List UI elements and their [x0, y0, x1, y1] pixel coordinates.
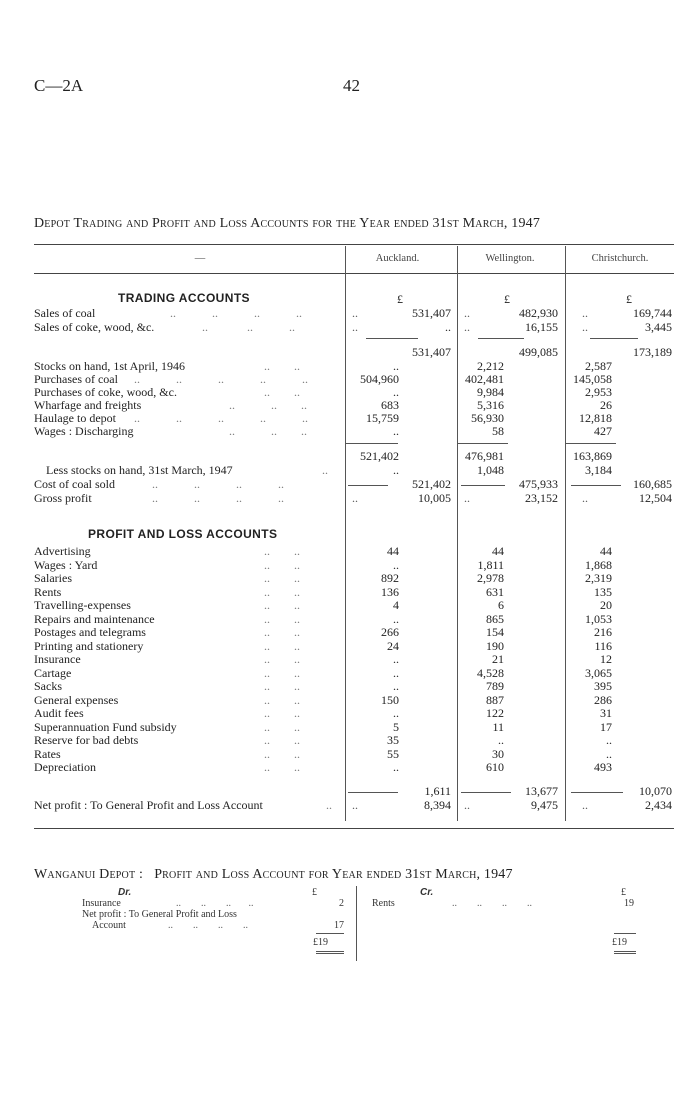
wellington-value: 6 — [498, 598, 504, 612]
row-label: Audit fees — [34, 706, 84, 720]
wellington-value: 887 — [486, 692, 504, 707]
wellington-value: 23,152 — [525, 491, 558, 505]
debit-total: £19 — [313, 937, 328, 948]
wellington-value: 58 — [492, 424, 504, 438]
wanganui-title-account: Profit and Loss Account for Year ended — [154, 867, 402, 882]
row-label: Stocks on hand, 1st April, 1946 — [34, 359, 186, 373]
row-label: Cost of coal sold — [34, 477, 115, 491]
christchurch-value: 173,189 — [633, 345, 672, 359]
row-label: Rates — [34, 746, 61, 761]
leader-dots: .. — [582, 491, 588, 505]
wellington-value: 1,048 — [477, 463, 504, 477]
account-divider — [356, 886, 357, 961]
total-sales-row — [34, 346, 674, 359]
sum-rule — [478, 338, 524, 339]
row-label: Sacks — [34, 679, 62, 693]
auckland-value: .. — [393, 424, 399, 438]
page-reference: C—2A — [34, 76, 84, 95]
table-row — [34, 307, 674, 320]
title-date: 31st March, 1947 — [432, 216, 541, 231]
row-label: Depreciation — [34, 760, 96, 774]
document-title — [34, 216, 674, 232]
auckland-value: 4 — [393, 598, 399, 612]
auckland-value: 35 — [387, 733, 399, 747]
christchurch-value: 44 — [600, 544, 612, 558]
rents-value: 19 — [624, 898, 634, 909]
currency-symbol: £ — [312, 887, 317, 898]
column-head-christchurch: Christchurch. — [591, 253, 649, 264]
wellington-value: 402,481 — [465, 372, 504, 386]
leader-dots: .. .. — [264, 611, 300, 626]
auckland-value: 266 — [381, 625, 399, 639]
credit-heading: Cr. — [420, 887, 434, 898]
leader-dots: .. .. .. .. — [168, 920, 248, 931]
christchurch-value: 12 — [600, 652, 612, 666]
leader-dots: .. .. — [264, 557, 300, 572]
profit-loss-heading: PROFIT AND LOSS ACCOUNTS — [88, 527, 278, 541]
christchurch-value: 216 — [594, 625, 612, 639]
auckland-value: .. — [393, 385, 399, 399]
christchurch-value: 160,685 — [633, 477, 672, 491]
row-label: Wages : Yard — [34, 557, 98, 572]
auckland-value: 10,005 — [418, 491, 451, 505]
auckland-value: .. — [393, 679, 399, 693]
currency-symbol: £ — [397, 292, 403, 306]
christchurch-value: 17 — [600, 719, 612, 734]
auckland-value: 504,960 — [360, 372, 399, 386]
auckland-value: .. — [393, 665, 399, 680]
christchurch-value: 2,434 — [645, 798, 672, 812]
christchurch-value: .. — [606, 746, 612, 761]
wellington-value: 21 — [492, 652, 504, 666]
table-row — [34, 599, 674, 612]
christchurch-value: 2,319 — [585, 571, 612, 585]
row-label: Printing and stationery — [34, 638, 144, 653]
wellington-value: 610 — [486, 760, 504, 774]
leader-dots: .. .. — [264, 638, 300, 653]
leader-dots: .. .. .. .. — [452, 898, 532, 909]
leader-dots: .. .. .. — [229, 398, 307, 412]
table-row — [34, 559, 674, 572]
leader-dots: .. .. — [264, 692, 300, 707]
leader-dots: .. .. — [264, 598, 300, 612]
trading-heading: TRADING ACCOUNTS — [118, 291, 250, 305]
wellington-value: 122 — [486, 706, 504, 720]
insurance-value: 2 — [339, 898, 344, 909]
wellington-value: 476,981 — [465, 449, 504, 463]
wellington-value: 11 — [492, 719, 504, 734]
wellington-value: 1,811 — [477, 557, 504, 572]
table-row — [34, 572, 674, 585]
rents-label: Rents — [372, 898, 395, 909]
christchurch-value: 12,818 — [579, 411, 612, 425]
table-row — [34, 734, 674, 747]
row-label: Advertising — [34, 544, 91, 558]
row-label: Wharfage and freights — [34, 398, 142, 412]
leader-dots: .. .. — [264, 385, 300, 399]
wellington-value: 190 — [486, 638, 504, 653]
leader-dots: .. — [582, 798, 588, 812]
table-row — [34, 545, 674, 558]
leader-dots: .. — [582, 320, 588, 334]
leader-dots: .. .. — [264, 733, 300, 747]
christchurch-value: 20 — [600, 598, 612, 612]
leader-dots: .. — [352, 798, 358, 812]
row-label: Insurance — [34, 652, 81, 666]
title-text: Depot Trading and Profit and Loss Accounts for the Year ended — [34, 216, 429, 231]
leader-dots: .. — [352, 491, 358, 505]
table-row — [34, 425, 674, 438]
table-row — [34, 694, 674, 707]
table-row — [34, 653, 674, 666]
column-head-wellington: Wellington. — [485, 253, 535, 264]
wellington-value: .. — [498, 733, 504, 747]
auckland-value: 8,394 — [424, 798, 451, 812]
table-row — [34, 761, 674, 774]
wanganui-title-date: 31st March, 1947 — [405, 867, 513, 882]
auckland-value: 521,402 — [360, 449, 399, 463]
leader-dots: .. .. .. — [229, 424, 307, 438]
leader-dots: .. .. .. .. — [152, 306, 302, 320]
christchurch-value: 3,065 — [585, 665, 612, 680]
christchurch-value: 2,953 — [585, 385, 612, 399]
currency-symbol: £ — [621, 887, 626, 898]
leader-dots: .. .. — [264, 679, 300, 693]
wellington-value: 2,978 — [477, 571, 504, 585]
wellington-value: 16,155 — [525, 320, 558, 334]
leader-dots: .. .. — [264, 719, 300, 734]
table-row — [34, 399, 674, 412]
table-row — [34, 626, 674, 639]
row-label: Gross profit — [34, 491, 92, 505]
leader-dots: .. .. .. — [202, 320, 295, 334]
christchurch-value: 26 — [600, 398, 612, 412]
row-label: Wages : Discharging — [34, 424, 134, 438]
wellington-value: 482,930 — [519, 306, 558, 320]
leader-dots: .. .. .. .. — [176, 898, 254, 909]
leader-dots: .. — [464, 491, 470, 505]
leader-dots: .. .. .. .. .. — [134, 411, 308, 425]
subtotal-row — [34, 450, 674, 463]
leader-dots: .. .. — [264, 665, 300, 680]
christchurch-value: 116 — [594, 638, 612, 653]
credit-total: £19 — [612, 937, 627, 948]
wellington-value: 9,984 — [477, 385, 504, 399]
christchurch-value: 286 — [594, 692, 612, 707]
double-rule — [614, 951, 636, 954]
page-number: 42 — [343, 76, 360, 95]
table-head-rule — [34, 273, 674, 274]
wellington-value: 9,475 — [531, 798, 558, 812]
sum-rule — [316, 933, 344, 934]
wellington-value: 154 — [486, 625, 504, 639]
christchurch-value: 493 — [594, 760, 612, 774]
table-row — [34, 492, 674, 505]
christchurch-value: 163,869 — [573, 449, 612, 463]
sum-rule — [366, 338, 418, 339]
row-label: Repairs and maintenance — [34, 611, 155, 626]
auckland-value: .. — [445, 320, 451, 334]
table-row — [34, 640, 674, 653]
auckland-value: 24 — [387, 638, 399, 653]
wellington-value: 2,212 — [477, 359, 504, 373]
row-label: Postages and telegrams — [34, 625, 146, 639]
christchurch-value: 169,744 — [633, 306, 672, 320]
row-label: Salaries — [34, 571, 72, 585]
leader-dots: .. — [352, 320, 358, 334]
wanganui-title-depot: Wanganui Depot : — [34, 867, 144, 882]
leader-dots: .. — [464, 306, 470, 320]
wellington-value: 56,930 — [471, 411, 504, 425]
auckland-value: 5 — [393, 719, 399, 734]
christchurch-value: 31 — [600, 706, 612, 720]
table-row — [34, 478, 674, 491]
leader-dots: .. .. — [264, 706, 300, 720]
table-row — [34, 748, 674, 761]
leader-dots: .. .. .. .. .. — [134, 372, 308, 386]
leader-dots: .. .. — [264, 760, 300, 774]
leader-dots: .. — [326, 798, 332, 812]
leader-dots: .. — [322, 463, 328, 477]
wanganui-title — [34, 867, 513, 883]
christchurch-value: 1,868 — [585, 557, 612, 572]
wellington-value: 13,677 — [525, 784, 558, 798]
sum-rule — [458, 443, 508, 444]
row-label: Sales of coal — [34, 306, 96, 320]
row-label: Sales of coke, wood, &c. — [34, 320, 155, 334]
wellington-value: 475,933 — [519, 477, 558, 491]
sum-rule — [346, 443, 398, 444]
table-row — [34, 613, 674, 626]
currency-symbol: £ — [626, 292, 632, 306]
row-label: Rents — [34, 584, 62, 599]
net-profit-label-account: Account — [92, 920, 126, 931]
table-top-rule — [34, 244, 674, 245]
auckland-value: 15,759 — [366, 411, 399, 425]
net-profit-value: 17 — [334, 920, 344, 931]
christchurch-value: 3,445 — [645, 320, 672, 334]
auckland-value: 531,407 — [412, 306, 451, 320]
column-head-blank: — — [194, 253, 206, 264]
christchurch-value: 3,184 — [585, 463, 612, 477]
christchurch-value: 2,587 — [585, 359, 612, 373]
leader-dots: .. .. — [264, 571, 300, 585]
row-label: Less stocks on hand, 31st March, 1947 — [46, 463, 233, 477]
auckland-value: .. — [393, 463, 399, 477]
row-label: Cartage — [34, 665, 72, 680]
wellington-value: 789 — [486, 679, 504, 693]
wellington-value: 499,085 — [519, 345, 558, 359]
leader-dots: .. — [464, 798, 470, 812]
table-row — [34, 707, 674, 720]
leader-dots: .. .. — [264, 359, 300, 373]
christchurch-value: 10,070 — [639, 784, 672, 798]
auckland-value: 1,611 — [424, 784, 451, 798]
sum-rule — [590, 338, 638, 339]
wellington-value: 30 — [492, 746, 504, 761]
table-bottom-rule — [34, 828, 674, 829]
table-row — [34, 680, 674, 693]
auckland-value: .. — [393, 557, 399, 572]
leader-dots: .. — [352, 306, 358, 320]
christchurch-value: 395 — [594, 679, 612, 693]
sum-rule — [566, 443, 616, 444]
leader-dots: .. .. .. .. — [152, 477, 284, 491]
christchurch-value: .. — [606, 733, 612, 747]
auckland-value: .. — [393, 706, 399, 720]
auckland-value: .. — [393, 611, 399, 626]
christchurch-value: 145,058 — [573, 372, 612, 386]
row-label: Purchases of coke, wood, &c. — [34, 385, 177, 399]
table-row — [34, 667, 674, 680]
totals-row — [34, 785, 674, 798]
auckland-value: 44 — [387, 544, 399, 558]
table-row — [34, 586, 674, 599]
row-label: Reserve for bad debts — [34, 733, 139, 747]
currency-row — [34, 293, 674, 306]
row-label: Net profit : To General Profit and Loss Account — [34, 798, 263, 812]
auckland-value: 683 — [381, 398, 399, 412]
wellington-value: 44 — [492, 544, 504, 558]
leader-dots: .. .. — [264, 746, 300, 761]
auckland-value: 136 — [381, 584, 399, 599]
christchurch-value: 12,504 — [639, 491, 672, 505]
leader-dots: .. .. — [264, 544, 300, 558]
debit-heading: Dr. — [118, 887, 132, 898]
currency-symbol: £ — [504, 292, 510, 306]
wellington-value: 5,316 — [477, 398, 504, 412]
christchurch-value: 427 — [594, 424, 612, 438]
auckland-value: 150 — [381, 692, 399, 707]
christchurch-value: 135 — [594, 584, 612, 599]
leader-dots: .. .. .. .. — [152, 491, 284, 505]
double-rule — [316, 951, 344, 954]
net-profit-label: Net profit : To General Profit and Loss — [82, 909, 237, 920]
christchurch-value: 1,053 — [585, 611, 612, 626]
sum-rule — [614, 933, 636, 934]
auckland-value: 521,402 — [412, 477, 451, 491]
net-profit-row — [34, 799, 674, 812]
row-label: Haulage to depot — [34, 411, 116, 425]
leader-dots: .. .. — [264, 652, 300, 666]
row-label: Travelling-expenses — [34, 598, 131, 612]
row-label: Superannuation Fund subsidy — [34, 719, 177, 734]
column-head-auckland: Auckland. — [375, 253, 420, 264]
wellington-value: 4,528 — [477, 665, 504, 680]
leader-dots: .. — [464, 320, 470, 334]
wellington-value: 865 — [486, 611, 504, 626]
auckland-value: 531,407 — [412, 345, 451, 359]
wellington-value: 631 — [486, 584, 504, 599]
leader-dots: .. — [582, 306, 588, 320]
insurance-label: Insurance — [82, 898, 121, 909]
table-row — [34, 321, 674, 334]
leader-dots: .. .. — [264, 584, 300, 599]
table-row — [34, 721, 674, 734]
auckland-value: 55 — [387, 746, 399, 761]
leader-dots: .. .. — [264, 625, 300, 639]
auckland-value: .. — [393, 760, 399, 774]
row-label: General expenses — [34, 692, 119, 707]
auckland-value: 892 — [381, 571, 399, 585]
auckland-value: .. — [393, 359, 399, 373]
row-label: Purchases of coal — [34, 372, 118, 386]
table-row — [34, 464, 674, 477]
auckland-value: .. — [393, 652, 399, 666]
